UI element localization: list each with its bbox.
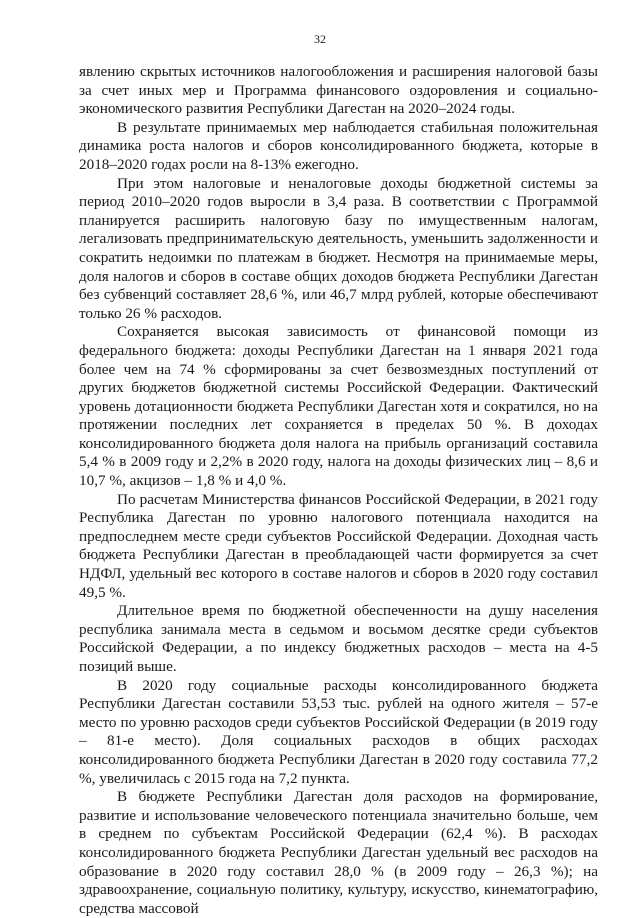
body-text [79, 63, 598, 918]
paragraph-social-spending: В 2020 году социальные расходы консолидированного бюджета Республики Дагестан составили 53,53 тыс. рублей на одного жителя – 57-е место по уровню расходов среди субъектов Российской Федерации (в 2019 году – 81-е место). Доля социальных расходов в общих расходах консолидированного бюджета Республики Дагестан в 2020 году составила 77,2 %, увеличилась с 2015 года на 7,2 пункта. [79, 676, 598, 787]
paragraph-continuation: явлению скрытых источников налогообложения и расширения налоговой базы за счет иных мер и Программа финансового оздоровления и социально-экономического развития Республики Дагестан на 2020–2024 годы. [79, 63, 598, 118]
paragraph-tax-potential: По расчетам Министерства финансов Российской Федерации, в 2021 году Республика Дагестан по уровню налогового потенциала находится на предпоследнем месте среди субъектов Российской Федерации. Доходная часть бюджета Республики Дагестан в преобладающей части формируется за счет НДФЛ, удельный вес которого в составе налогов и сборов в 2020 году составил 49,5 %. [79, 490, 598, 601]
paragraph-human-capital: В бюджете Республики Дагестан доля расходов на формирование, развитие и использование человеческого потенциала значительно больше, чем в среднем по субъектам Российской Федерации (62,4 %). В расходах консолидированного бюджета Республики Дагестан удельный вес расходов на образование в 2020 году составил 28,0 % (в 2009 году – 26,3 %); на здравоохранение, социальную политику, культуру, искусство, кинематографию, средства массовой [79, 788, 598, 917]
page-number: 32 [314, 32, 326, 46]
paragraph-tax-growth: В результате принимаемых мер наблюдается стабильная положительная динамика роста налогов и сборов консолидированного бюджета, которые в 2018–2020 годах росли на 8-13% ежегодно. [79, 118, 598, 173]
paragraph-nontax-revenue: При этом налоговые и неналоговые доходы бюджетной системы за период 2010–2020 годов выросли в 3,4 раза. В соответствии с Программой планируется расширить налоговую базу по имущественным налогам, легализовать предпринимательскую деятельность, уменьшить задолженности и сократить недоимки по платежам в бюджет. Несмотря на принимаемые меры, доля налогов и сборов в составе общих доходов бюджета Республики Дагестан без субвенций составляет 28,6 %, или 46,7 млрд рублей, которые обеспечивают только 26 % расходов. [79, 174, 598, 322]
paragraph-budget-provision: Длительное время по бюджетной обеспеченности на душу населения республика занимала места в седьмом и восьмом десятке среди субъектов Российской Федерации, а по индексу бюджетных расходов – места на 4-5 позиций выше. [79, 602, 598, 675]
paragraph-federal-dependence: Сохраняется высокая зависимость от финансовой помощи из федерального бюджета: доходы Республики Дагестан на 1 января 2021 года более чем на 74 % сформированы за счет безвозмездных поступлений от других бюджетов бюджетной системы Российской Федерации. Фактический уровень дотационности бюджета Республики Дагестан хотя и сократился, но на протяжении последних лет сохраняется в пределах 50 %. В доходах консолидированного бюджета доля налога на прибыль организаций составила 5,4 % в 2009 году и 2,2% в 2020 году, налога на доходы физических лиц – 8,6 и 10,7 %, акцизов – 1,8 % и 4,0 %. [79, 323, 598, 490]
